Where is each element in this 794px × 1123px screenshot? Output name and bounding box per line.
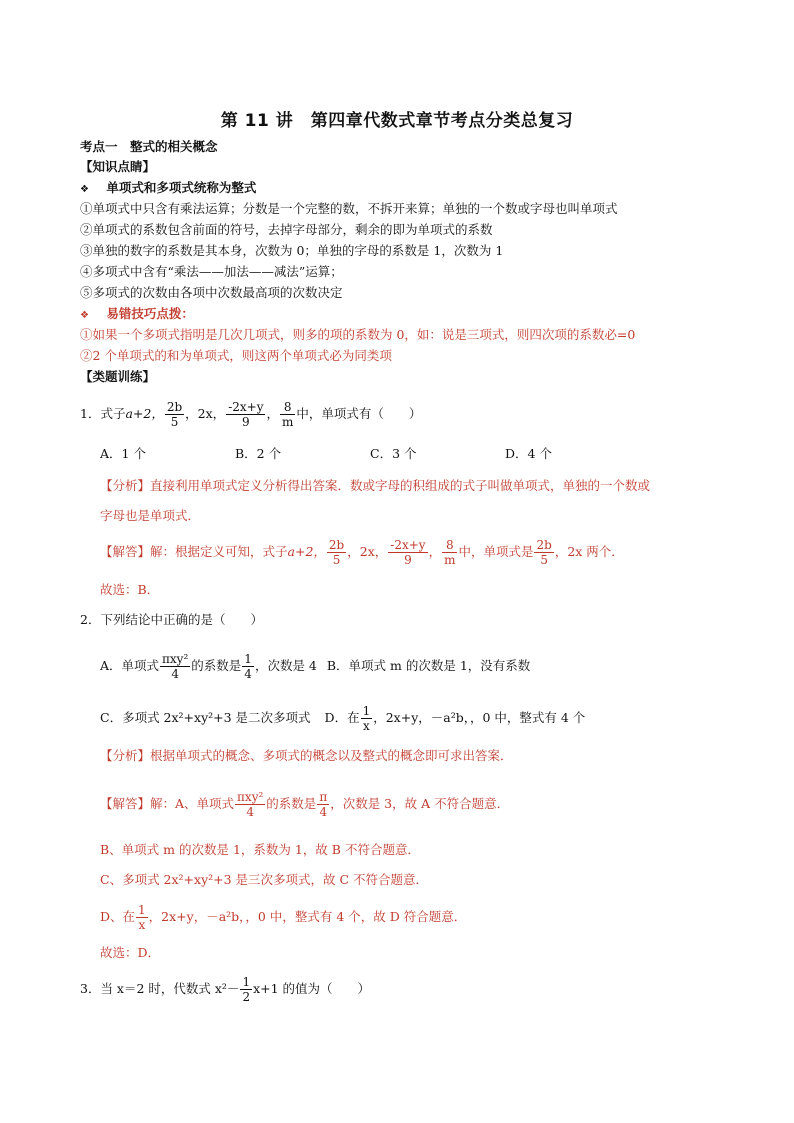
knowledge-label: 【知识点睛】 xyxy=(80,159,156,174)
option-d: D．4 个 xyxy=(505,446,552,461)
fraction: $\frac{2b}{5}$ xyxy=(536,538,552,567)
point-heading: 单项式和多项式统称为整式 xyxy=(106,180,257,195)
question-2-answer-c: C、多项式 2x²+xy²+3 是三次多项式，故 C 不符合题意． xyxy=(100,872,429,887)
point-heading-row xyxy=(80,179,256,199)
question-1-answer: 【解答】解：根据定义可知，式子a+2， $\frac{2b}{5}$ ，2x， $\frac{-2x+y}{9}$ ， $\frac{8}{m}$ 中，单项式是 $\frac{2b}{5}$ ，2x 两个． xyxy=(100,538,624,567)
fraction: $\frac{2b}{5}$ xyxy=(328,538,345,567)
section-heading: 考点一 整式的相关概念 xyxy=(80,139,218,154)
tips-heading-row xyxy=(80,305,194,325)
knowledge-point: ①单项式中只含有乘法运算；分数是一个完整的数，不拆开来算；单独的一个数或字母也叫单项式 xyxy=(80,201,618,216)
option-b: B．单项式 m 的次数是 1，没有系数 xyxy=(326,658,531,673)
knowledge-point: ⑤多项式的次数由各项中次数最高项的次数决定 xyxy=(80,285,343,300)
tip-item: ②2 个单项式的和为单项式，则这两个单项式必为同类项 xyxy=(80,348,392,363)
question-1-choice: 故选：B． xyxy=(100,582,160,597)
question-3-stem: 3．当 x＝2 时，代数式 x²－ $\frac{1}{2}$ x+1 的值为（ ） xyxy=(80,975,371,1004)
fraction: $\frac{8}{m}$ xyxy=(444,538,456,567)
fraction: $\frac{1}{x}$ xyxy=(362,704,371,733)
question-2-choice: 故选：D． xyxy=(100,945,161,960)
question-2-options-cd: C．多项式 2x²+xy²+3 是二次多项式 D．在 $\frac{1}{x}$ ，2x+y，－a²b，，0 中，整式有 4 个 xyxy=(100,704,586,733)
fraction: $\frac{\text{πxy²}}{4}$ xyxy=(237,790,264,819)
fraction: $\frac{8}{m}$ xyxy=(282,400,294,429)
diamond-bullet-icon: ❖ xyxy=(80,184,89,195)
question-2-options-ab: A．单项式 $\frac{\text{πxy²}}{4}$ 的系数是 $\frac{1}{4}$ ，次数是 4 B．单项式 m 的次数是 1，没有系数 xyxy=(100,652,531,681)
question-1-analysis-cont: 字母也是单项式． xyxy=(100,508,201,523)
fraction: $\frac{1}{x}$ xyxy=(138,903,146,932)
fraction: $\frac{2b}{5}$ xyxy=(166,400,183,429)
question-1-analysis: 【分析】直接利用单项式定义分析得出答案．数或字母的积组成的式子叫做单项式，单独的一个数或 xyxy=(100,478,651,493)
option-a: A．1 个 xyxy=(100,446,146,461)
knowledge-point: ③单独的数字的系数是其本身，次数为 0；单独的字母的系数是 1，次数为 1 xyxy=(80,243,504,258)
knowledge-point: ④多项式中含有“乘法——加法——减法”运算； xyxy=(80,264,343,279)
tip-item: ①如果一个多项式指明是几次几项式，则多的项的系数为 0，如：说是三项式，则四次项的系数必=0 xyxy=(80,327,636,342)
question-2-answer-a: 【解答】解：A、单项式 $\frac{\text{πxy²}}{4}$ 的系数是 $\frac{\pi}{4}$ ，次数是 3，故 A 不符合题意． xyxy=(100,790,510,819)
option-c: C．3 个 xyxy=(370,446,417,461)
tips-heading: 易错技巧点拨： xyxy=(106,306,194,321)
practice-label: 【类题训练】 xyxy=(80,369,156,384)
diamond-bullet-icon: ❖ xyxy=(80,310,89,321)
question-2-stem: 2．下列结论中正确的是（ ） xyxy=(80,612,263,627)
fraction: $\frac{-2x+y}{9}$ xyxy=(228,400,264,429)
question-2-analysis: 【分析】根据单项式的概念、多项式的概念以及整式的概念即可求出答案． xyxy=(100,748,513,763)
option-c: C．多项式 2x²+xy²+3 是二次多项式 xyxy=(100,710,311,725)
question-2-answer-b: B、单项式 m 的次数是 1，系数为 1，故 B 不符合题意． xyxy=(100,842,420,857)
fraction: $\frac{-2x+y}{9}$ xyxy=(390,538,426,567)
option-b: B．2 个 xyxy=(235,446,282,461)
question-2-answer-d: D、在 $\frac{1}{x}$ ，2x+y，－a²b，，0 中，整式有 4 个，故 D 符合题意． xyxy=(100,903,467,932)
fraction: $\frac{\text{πxy²}}{4}$ xyxy=(162,652,189,681)
fraction: $\frac{1}{4}$ xyxy=(244,652,252,681)
knowledge-point: ②单项式的系数包含前面的符号，去掉字母部分，剩余的即为单项式的系数 xyxy=(80,222,493,237)
question-1-options xyxy=(100,444,700,464)
question-1-stem: 1．式子a+2， $\frac{2b}{5}$ ，2x， $\frac{-2x+y}{9}$ ， $\frac{8}{m}$ 中，单项式有（ ） xyxy=(80,400,422,429)
fraction: $\frac{\pi}{4}$ xyxy=(319,790,328,819)
fraction: $\frac{1}{2}$ xyxy=(242,975,251,1004)
page-title: 第 11 讲 第四章代数式章节考点分类总复习 xyxy=(220,111,574,131)
